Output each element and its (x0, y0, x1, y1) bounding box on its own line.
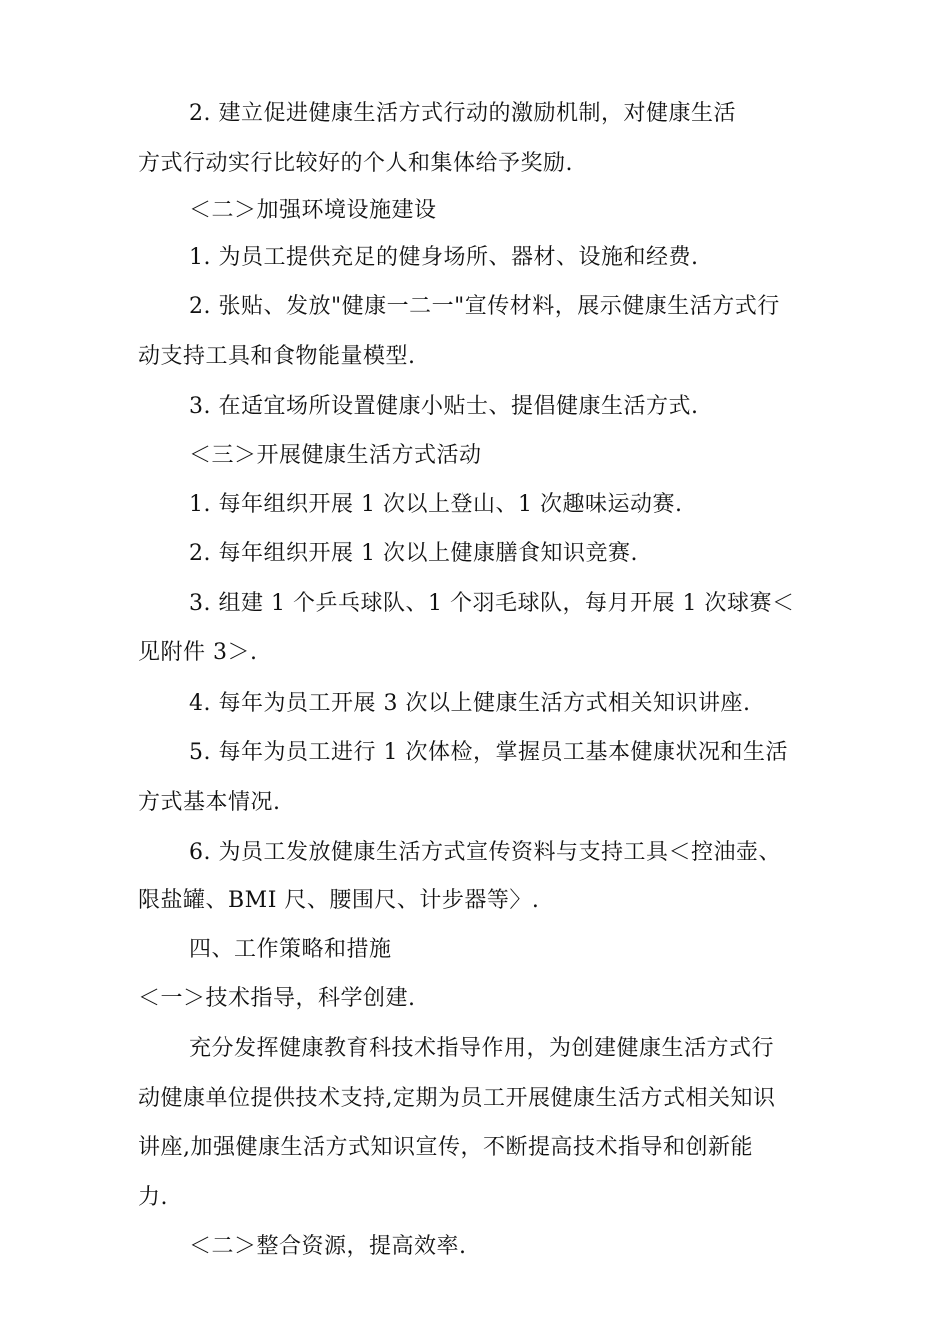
text-line: 充分发挥健康教育科技术指导作用，为创建健康生活方式行 (189, 1036, 775, 1061)
text-line: 方式基本情况. (138, 790, 281, 815)
section-heading: ＜三＞开展健康生活方式活动 (189, 443, 482, 468)
text-line: 动支持工具和食物能量模型. (138, 344, 416, 369)
text-line: 1. 为员工提供充足的健身场所、器材、设施和经费. (189, 245, 699, 270)
section-heading: 四、工作策略和措施 (189, 937, 392, 962)
text-line: 3. 组建 1 个乒乓球队、1 个羽毛球队，每月开展 1 次球赛＜ (189, 591, 795, 616)
text-line: 1. 每年组织开展 1 次以上登山、1 次趣味运动赛. (189, 492, 683, 517)
text-line: 6. 为员工发放健康生活方式宣传资料与支持工具＜控油壶、 (189, 840, 781, 865)
section-heading: ＜一＞技术指导，科学创建. (138, 986, 416, 1011)
text-line: 动健康单位提供技术支持,定期为员工开展健康生活方式相关知识 (138, 1086, 776, 1111)
text-line: 3. 在适宜场所设置健康小贴士、提倡健康生活方式. (189, 394, 699, 419)
section-heading: ＜二＞加强环境设施建设 (189, 198, 437, 223)
text-line: 力. (138, 1185, 168, 1210)
text-line: 2. 张贴、发放"健康一二一"宣传材料，展示健康生活方式行 (189, 294, 780, 319)
text-line: 方式行动实行比较好的个人和集体给予奖励. (138, 151, 573, 176)
text-line: 4. 每年为员工开展 3 次以上健康生活方式相关知识讲座. (189, 691, 751, 716)
text-line: 2. 每年组织开展 1 次以上健康膳食知识竞赛. (189, 541, 638, 566)
text-line: 见附件 3＞. (138, 640, 258, 665)
text-line: 讲座,加强健康生活方式知识宣传，不断提高技术指导和创新能 (138, 1135, 753, 1160)
section-heading: ＜二＞整合资源，提高效率. (189, 1234, 467, 1259)
text-line: 2. 建立促进健康生活方式行动的激励机制，对健康生活 (189, 101, 736, 126)
text-line: 限盐罐、BMI 尺、腰围尺、计步器等〉. (138, 888, 540, 913)
text-line: 5. 每年为员工进行 1 次体检，掌握员工基本健康状况和生活 (189, 740, 788, 765)
